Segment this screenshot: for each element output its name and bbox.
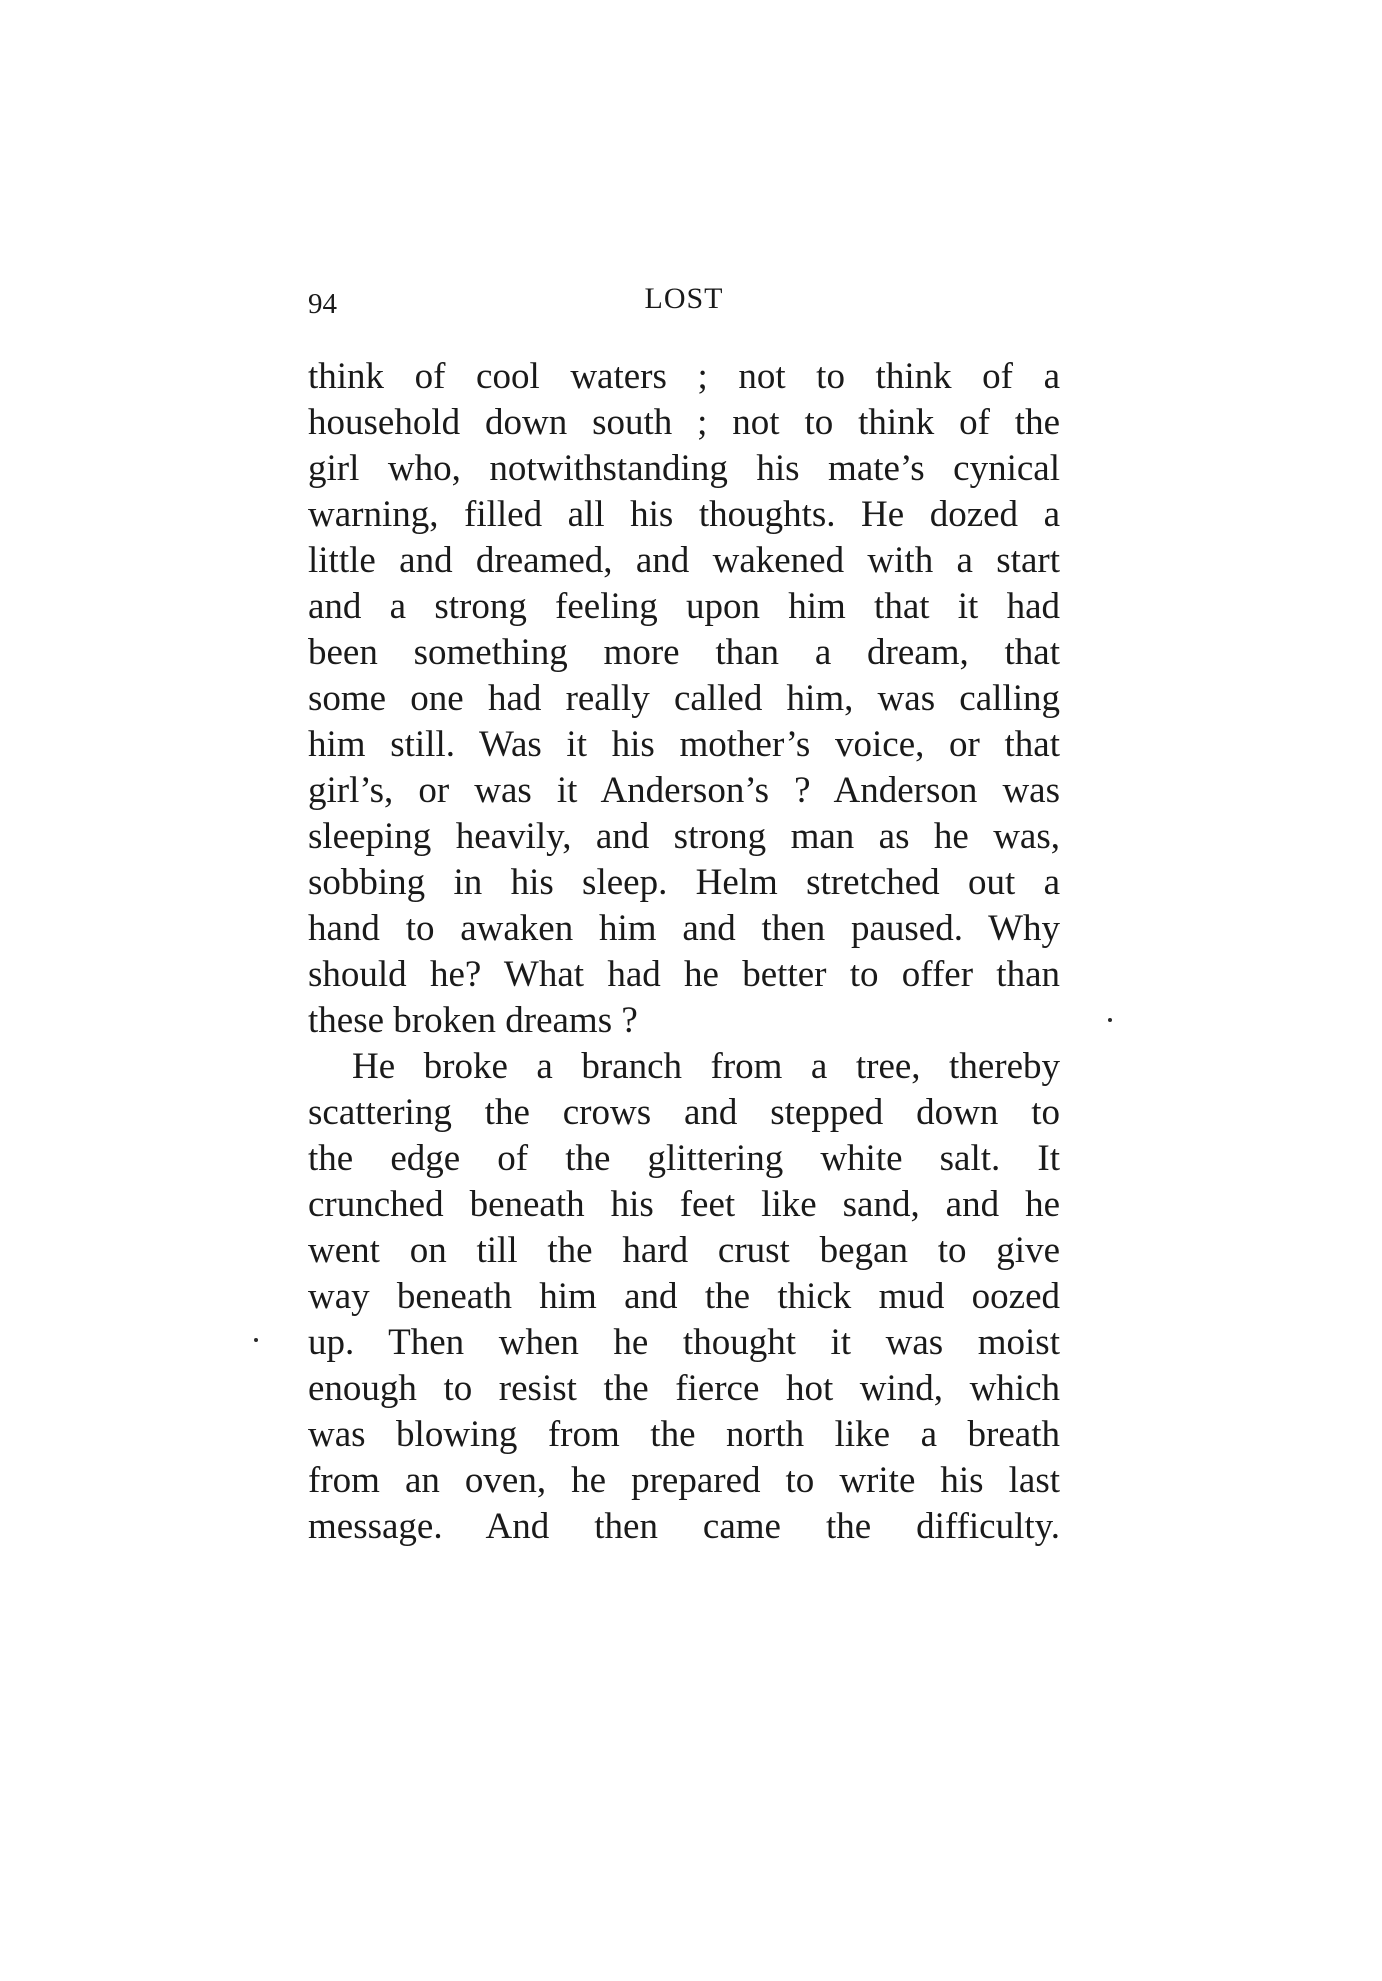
text-line: some one had really called him, was calling bbox=[308, 678, 1060, 719]
text-line: think of cool waters ; not to think of a bbox=[308, 356, 1060, 397]
text-line: and a strong feeling upon him that it had bbox=[308, 586, 1060, 627]
text-line: sobbing in his sleep. Helm stretched out a bbox=[308, 862, 1060, 903]
text-line: sleeping heavily, and strong man as he was, bbox=[308, 816, 1060, 857]
text-line: been something more than a dream, that bbox=[308, 632, 1060, 673]
text-line: little and dreamed, and wakened with a start bbox=[308, 540, 1060, 581]
text-line: should he? What had he better to offer than bbox=[308, 954, 1060, 995]
text-line: scattering the crows and stepped down to bbox=[308, 1092, 1060, 1133]
text-line: the edge of the glittering white salt. It bbox=[308, 1138, 1060, 1179]
text-line: him still. Was it his mother’s voice, or that bbox=[308, 724, 1060, 765]
text-line: these broken dreams ? bbox=[308, 1000, 638, 1041]
text-line: from an oven, he prepared to write his last bbox=[308, 1460, 1060, 1501]
text-line: household down south ; not to think of the bbox=[308, 402, 1060, 443]
paragraph-1 bbox=[308, 354, 1060, 1044]
running-title: LOST bbox=[644, 282, 724, 315]
text-line: hand to awaken him and then paused. Why bbox=[308, 908, 1060, 949]
text-line: message. And then came the difficulty. bbox=[308, 1506, 1060, 1547]
text-line: He broke a branch from a tree, thereby bbox=[352, 1046, 1060, 1087]
text-line: was blowing from the north like a breath bbox=[308, 1414, 1060, 1455]
paragraph-2 bbox=[308, 1044, 1060, 1550]
body-text bbox=[308, 354, 1060, 1550]
ink-speck bbox=[254, 1338, 258, 1342]
text-line: enough to resist the fierce hot wind, which bbox=[308, 1368, 1060, 1409]
ink-speck bbox=[1108, 1018, 1112, 1022]
text-line: went on till the hard crust began to give bbox=[308, 1230, 1060, 1271]
text-line: girl who, notwithstanding his mate’s cynical bbox=[308, 448, 1060, 489]
text-line: warning, filled all his thoughts. He dozed a bbox=[308, 494, 1060, 535]
text-line: girl’s, or was it Anderson’s ? Anderson was bbox=[308, 770, 1060, 811]
text-line: way beneath him and the thick mud oozed bbox=[308, 1276, 1060, 1317]
page-number: 94 bbox=[308, 288, 337, 320]
text-line: crunched beneath his feet like sand, and he bbox=[308, 1184, 1060, 1225]
running-head bbox=[308, 282, 1060, 326]
text-line: up. Then when he thought it was moist bbox=[308, 1322, 1060, 1363]
